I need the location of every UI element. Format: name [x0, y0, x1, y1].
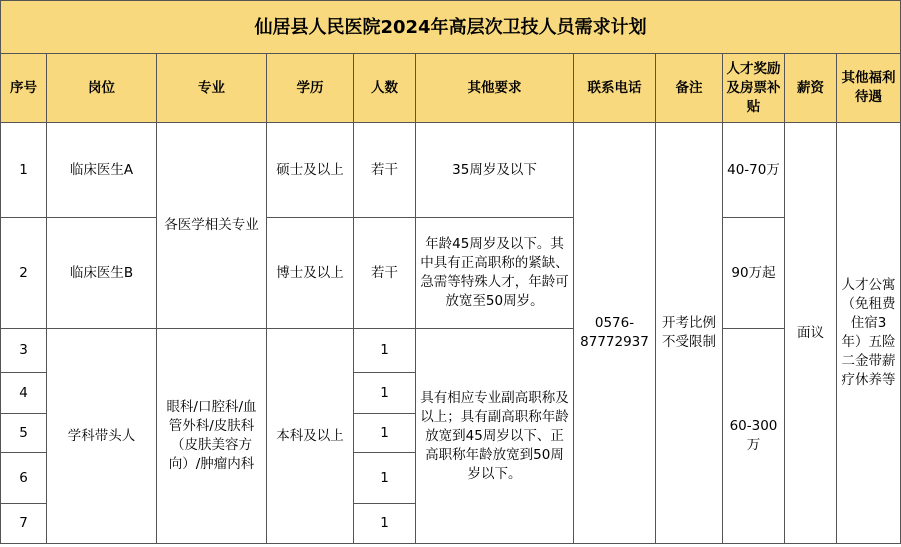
row-no: 6: [1, 453, 47, 504]
major-cell: 眼科/口腔科/血管外科/皮肤科（皮肤美容方向）/肿瘤内科: [157, 329, 267, 544]
header-phone: 联系电话: [574, 54, 656, 123]
count-cell: 1: [354, 329, 416, 373]
header-no: 序号: [1, 54, 47, 123]
count-cell: 1: [354, 504, 416, 544]
education-cell: 博士及以上: [267, 218, 354, 329]
benefits-cell: 人才公寓（免租费住宿3年）五险二金带薪疗休养等: [837, 123, 901, 544]
requirement-cell: 具有相应专业副高职称及以上；具有副高职称年龄放宽到45周岁以下、正高职称年龄放宽到50周岁以下。: [416, 329, 574, 544]
header-education: 学历: [267, 54, 354, 123]
table-title: 仙居县人民医院2024年高层次卫技人员需求计划: [1, 1, 901, 54]
requirement-cell: 年龄45周岁及以下。其中具有正高职称的紧缺、急需等特殊人才，年龄可放宽至50周岁。: [416, 218, 574, 329]
header-requirement: 其他要求: [416, 54, 574, 123]
phone-cell: 0576-87772937: [574, 123, 656, 544]
salary-cell: 面议: [785, 123, 837, 544]
row-no: 4: [1, 373, 47, 414]
reward-cell: 40-70万: [723, 123, 785, 218]
header-count: 人数: [354, 54, 416, 123]
row-no: 2: [1, 218, 47, 329]
education-cell: 硕士及以上: [267, 123, 354, 218]
header-reward: 人才奖励及房票补贴: [723, 54, 785, 123]
table-row: [1, 329, 901, 373]
count-cell: 若干: [354, 218, 416, 329]
row-no: 1: [1, 123, 47, 218]
row-no: 5: [1, 414, 47, 453]
major-cell: 各医学相关专业: [157, 123, 267, 329]
header-row: [1, 54, 901, 123]
requirement-cell: 35周岁及以下: [416, 123, 574, 218]
table-row: [1, 218, 901, 329]
header-benefits: 其他福利待遇: [837, 54, 901, 123]
reward-cell: 60-300万: [723, 329, 785, 544]
table-row: [1, 123, 901, 218]
count-cell: 1: [354, 414, 416, 453]
post-cell: 临床医生A: [47, 123, 157, 218]
row-no: 3: [1, 329, 47, 373]
header-note: 备注: [656, 54, 723, 123]
row-no: 7: [1, 504, 47, 544]
post-cell: 学科带头人: [47, 329, 157, 544]
post-cell: 临床医生B: [47, 218, 157, 329]
header-salary: 薪资: [785, 54, 837, 123]
reward-cell: 90万起: [723, 218, 785, 329]
count-cell: 若干: [354, 123, 416, 218]
note-cell: 开考比例不受限制: [656, 123, 723, 544]
header-post: 岗位: [47, 54, 157, 123]
count-cell: 1: [354, 373, 416, 414]
count-cell: 1: [354, 453, 416, 504]
header-major: 专业: [157, 54, 267, 123]
education-cell: 本科及以上: [267, 329, 354, 544]
